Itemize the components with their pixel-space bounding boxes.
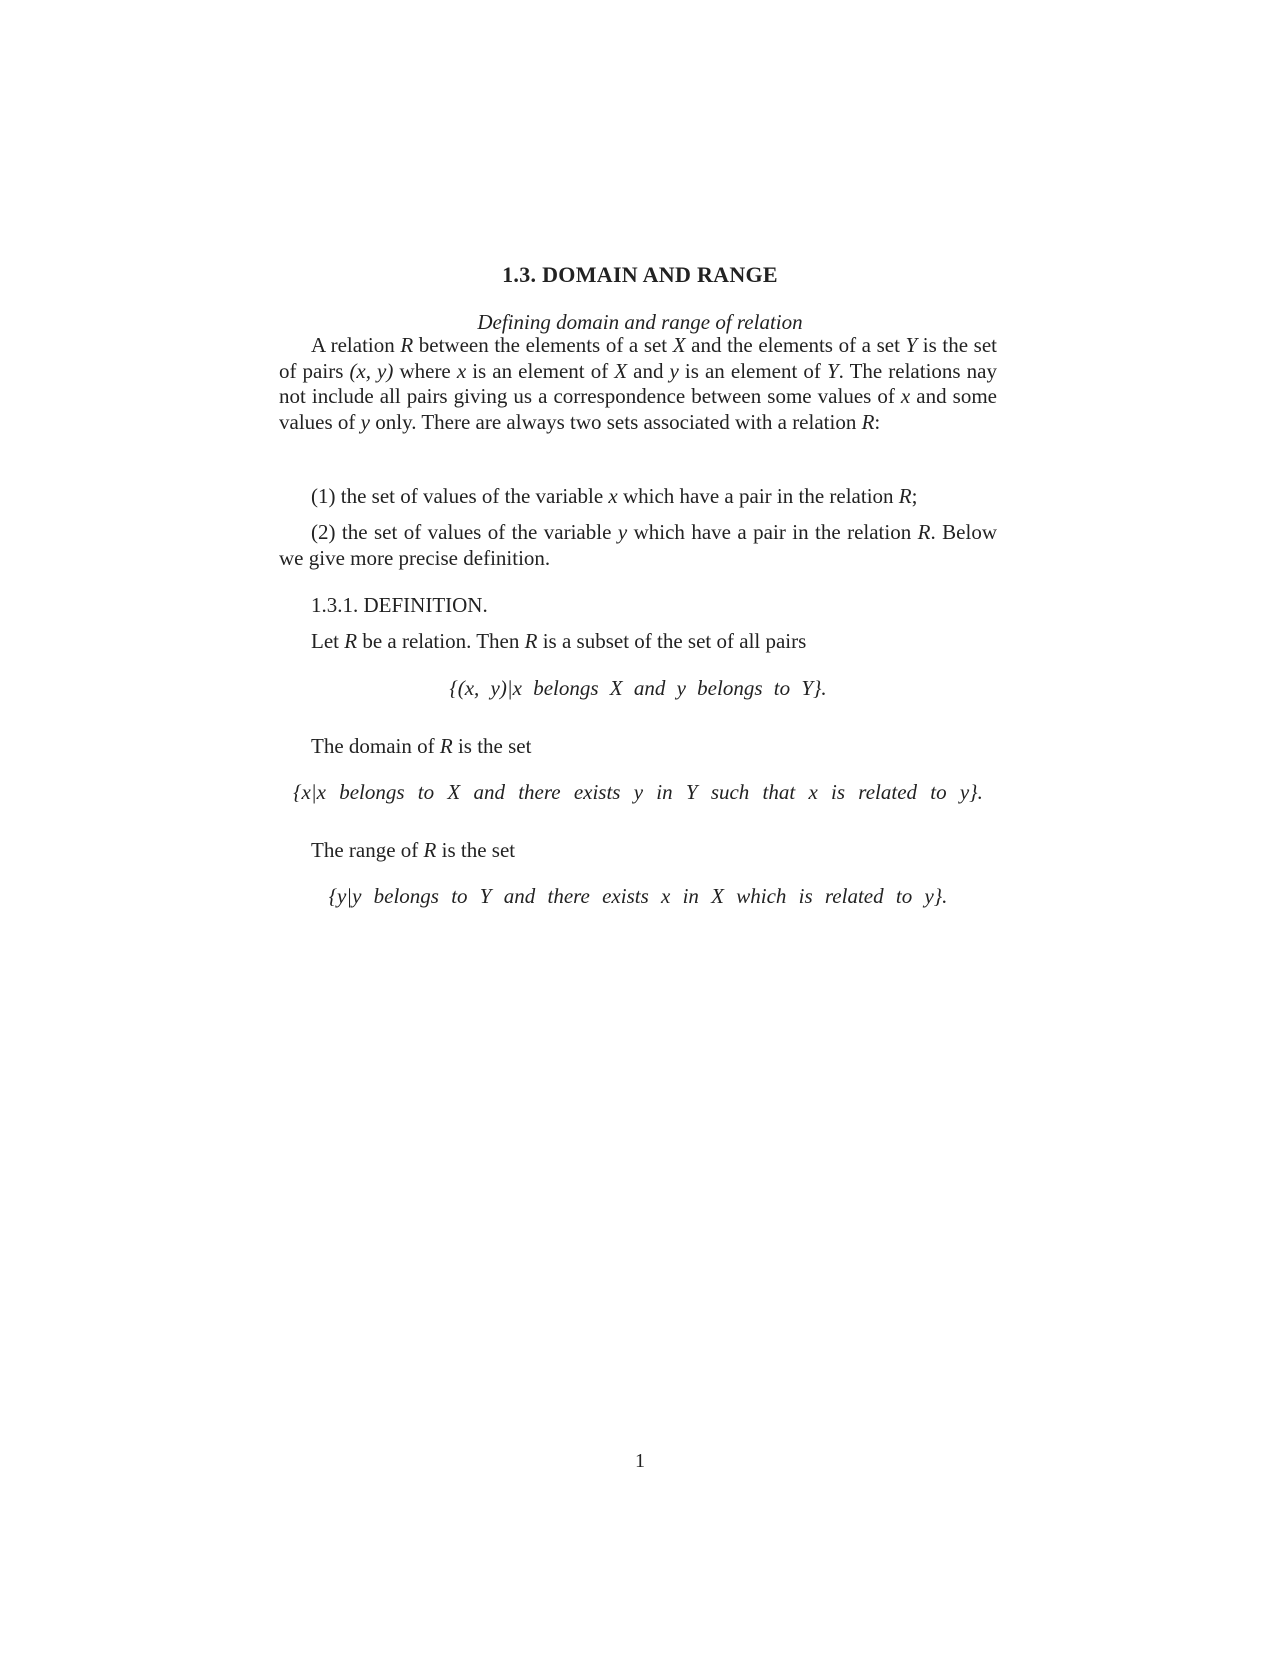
list-item-1: (1) the set of values of the variable x which have a pair in the relation R; bbox=[311, 484, 918, 508]
pairs-set-formula: {(x, y)|x belongs X and y belongs to Y}. bbox=[449, 676, 827, 700]
intro-paragraph: A relation R between the elements of a set X and the elements of a set Y is the set of pairs (x, y) where x is an element of X and y is an element of Y. The relations nay not include all pairs giving us a correspondence between some values of x and some values of y only. There are always two sets associated with a relation R: bbox=[279, 333, 997, 434]
range-set-formula: {y|y belongs to Y and there exists x in X which is related to y}. bbox=[328, 884, 948, 908]
section-title: 1.3. DOMAIN AND RANGE bbox=[502, 262, 778, 287]
definition-statement: Let R be a relation. Then R is a subset of the set of all pairs bbox=[311, 629, 807, 653]
section-subtitle: Defining domain and range of relation bbox=[477, 310, 803, 334]
definition-heading: 1.3.1. DEFINITION. bbox=[311, 593, 488, 617]
range-intro: The range of R is the set bbox=[311, 838, 516, 862]
domain-set-formula: {x|x belongs to X and there exists y in Y such that x is related to y}. bbox=[293, 780, 983, 804]
domain-intro: The domain of R is the set bbox=[311, 734, 532, 758]
page-number: 1 bbox=[635, 1450, 645, 1472]
list-item-2: (2) the set of values of the variable y which have a pair in the relation R. Below we give more precise definition. bbox=[279, 520, 998, 570]
